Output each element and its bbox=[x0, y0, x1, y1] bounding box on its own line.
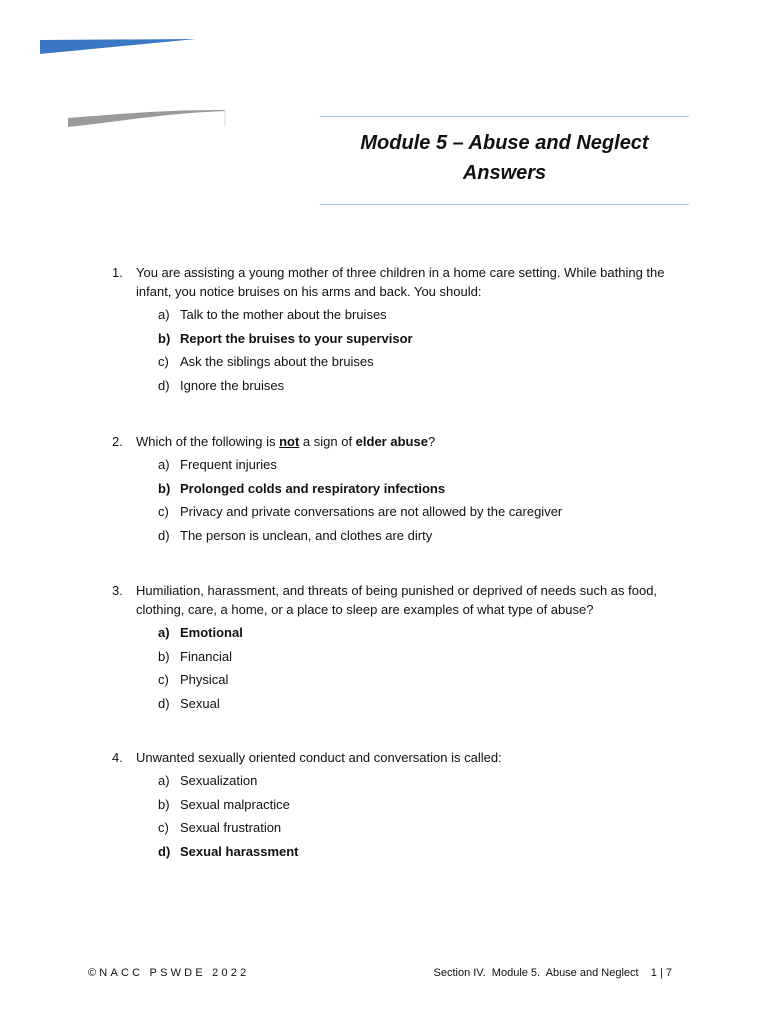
question-stem: Humiliation, harassment, and threats of being punished or deprived of needs such as food, clothing, care, a home, or a place to sleep are examples of what type of abuse? bbox=[136, 583, 658, 617]
question-2 bbox=[112, 432, 672, 547]
option-text: Talk to the mother about the bruises bbox=[180, 307, 387, 322]
question-number: 4. bbox=[112, 750, 123, 765]
answer-option bbox=[112, 303, 672, 327]
answer-option bbox=[112, 793, 672, 817]
option-letter: c) bbox=[158, 672, 169, 687]
answer-option bbox=[112, 524, 672, 548]
option-letter: b) bbox=[158, 648, 170, 664]
option-letter: a) bbox=[158, 457, 170, 472]
option-letter: a) bbox=[158, 773, 170, 788]
title-rule-bottom bbox=[320, 204, 689, 205]
option-letter: c) bbox=[158, 354, 169, 369]
option-text: Physical bbox=[180, 672, 229, 687]
option-text: Ask the siblings about the bruises bbox=[180, 354, 374, 369]
question-number: 3. bbox=[112, 583, 123, 598]
question-stem: Unwanted sexually oriented conduct and conversation is called: bbox=[136, 750, 502, 765]
answer-option bbox=[112, 645, 672, 669]
option-letter: a) bbox=[158, 307, 170, 322]
answer-options bbox=[112, 621, 672, 715]
question-3 bbox=[112, 581, 672, 715]
answer-option bbox=[112, 692, 672, 716]
answer-option bbox=[112, 500, 672, 524]
option-letter: b) bbox=[158, 796, 170, 812]
option-letter: c) bbox=[158, 504, 169, 519]
option-text: Frequent injuries bbox=[180, 457, 277, 472]
option-text: Prolonged colds and respiratory infections bbox=[180, 480, 446, 496]
question-1 bbox=[112, 263, 672, 397]
question-number: 1. bbox=[112, 265, 123, 280]
answer-option bbox=[112, 816, 672, 840]
option-text: Sexual bbox=[180, 695, 220, 711]
option-letter: d) bbox=[158, 527, 170, 543]
gray-swoosh-shape bbox=[68, 110, 226, 127]
option-text: Emotional bbox=[180, 625, 243, 640]
answer-options bbox=[112, 453, 672, 547]
answer-options bbox=[112, 769, 672, 863]
option-text: Sexual malpractice bbox=[180, 796, 290, 812]
option-letter: b) bbox=[158, 330, 171, 346]
question-stem: You are assisting a young mother of three children in a home care setting. While bathing the infant, you notice bruises on his arms and back. You should: bbox=[136, 265, 665, 299]
option-text: Sexual harassment bbox=[180, 843, 299, 859]
option-letter: d) bbox=[158, 843, 171, 859]
footer-copyright: ©NACC PSWDE 2022 bbox=[88, 967, 250, 979]
stem-text: ? bbox=[427, 434, 436, 449]
stem-text: Which of the following is bbox=[136, 434, 280, 449]
answer-option-correct bbox=[112, 840, 672, 864]
answer-option-correct bbox=[112, 327, 672, 351]
page-title-line2: Answers bbox=[462, 162, 547, 184]
answer-option bbox=[112, 374, 672, 398]
option-letter: c) bbox=[158, 820, 169, 835]
page-title-line1: Module 5 – Abuse and Neglect bbox=[360, 132, 649, 154]
answer-options bbox=[112, 303, 672, 397]
answer-option-correct bbox=[112, 477, 672, 501]
option-text: Financial bbox=[180, 648, 233, 664]
answer-option-correct bbox=[112, 621, 672, 645]
stem-emphasis-not: not bbox=[279, 434, 300, 449]
header-decoration bbox=[0, 0, 260, 140]
option-text: Privacy and private conversations are not allowed by the caregiver bbox=[180, 504, 563, 519]
stem-text: a sign of bbox=[299, 434, 356, 449]
option-letter: d) bbox=[158, 695, 170, 711]
blue-swoosh-shape bbox=[40, 39, 196, 54]
question-4 bbox=[112, 748, 672, 863]
answer-option bbox=[112, 769, 672, 793]
option-letter: a) bbox=[158, 625, 170, 640]
stem-emphasis-elder-abuse: elder abuse bbox=[355, 434, 428, 449]
footer-page-info: Section IV. Module 5. Abuse and Neglect 1 | 7 bbox=[433, 967, 672, 979]
option-text: Sexualization bbox=[180, 773, 258, 788]
question-stem bbox=[136, 432, 672, 451]
option-text: Sexual frustration bbox=[180, 820, 282, 835]
answer-option bbox=[112, 668, 672, 692]
option-letter: d) bbox=[158, 377, 170, 393]
answer-option bbox=[112, 350, 672, 374]
option-text: Report the bruises to your supervisor bbox=[180, 330, 413, 346]
option-text: The person is unclean, and clothes are dirty bbox=[180, 527, 433, 543]
option-letter: b) bbox=[158, 480, 171, 496]
question-number: 2. bbox=[112, 434, 123, 449]
answer-option bbox=[112, 453, 672, 477]
title-rule-top bbox=[320, 116, 689, 117]
option-text: Ignore the bruises bbox=[180, 377, 285, 393]
page-title bbox=[320, 128, 689, 188]
